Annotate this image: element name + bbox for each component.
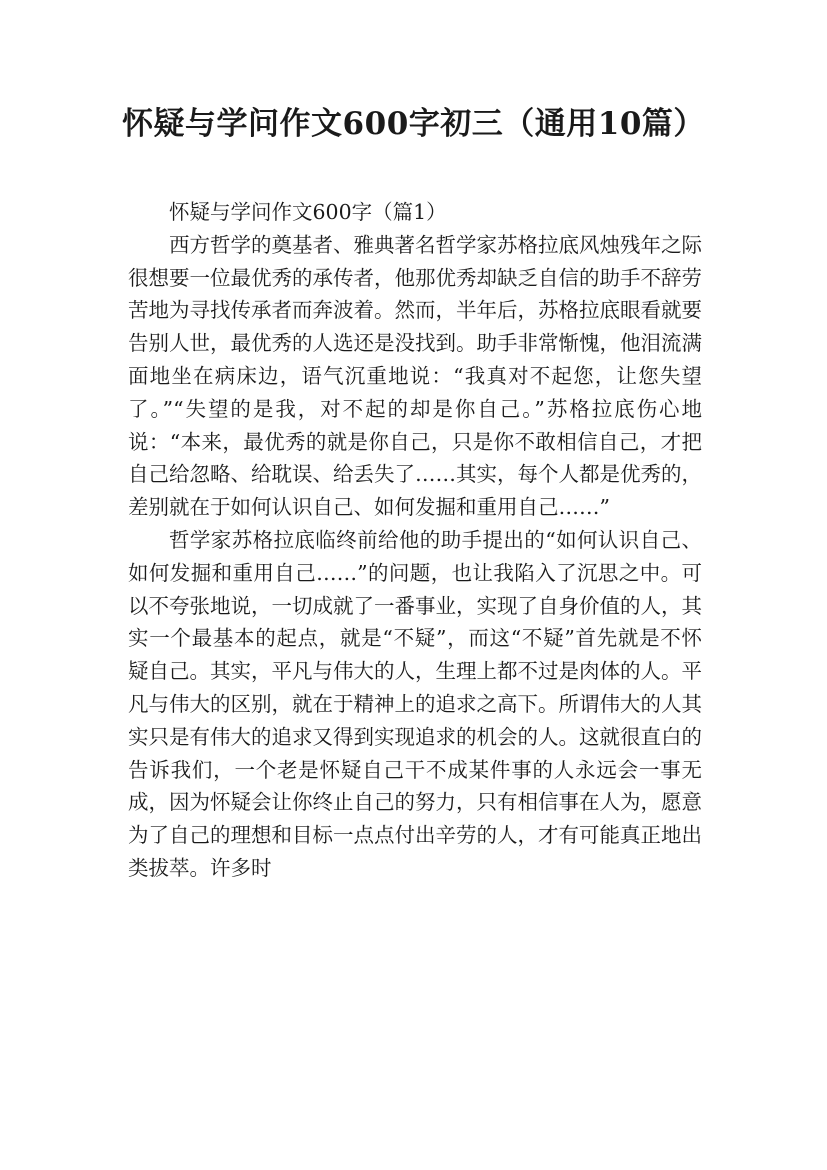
document-body xyxy=(128,196,702,885)
paragraph-1: 西方哲学的奠基者、雅典著名哲学家苏格拉底风烛残年之际很想要一位最优秀的承传者，他那优秀却缺乏自信的助手不辞劳苦地为寻找传承者而奔波着。然而，半年后，苏格拉底眼看就要告别人世，最优秀的人选还是没找到。助手非常惭愧，他泪流满面地坐在病床边，语气沉重地说：“我真对不起您，让您失望了。”“失望的是我，对不起的却是你自己。”苏格拉底伤心地说：“本来，最优秀的就是你自己，只是你不敢相信自己，才把自己给忽略、给耽误、给丢失了……其实，每个人都是优秀的，差别就在于如何认识自己、如何发掘和重用自己……” xyxy=(128,232,702,520)
document-title: 怀疑与学问作文600字初三（通用10篇） xyxy=(122,106,705,142)
section-heading: 怀疑与学问作文600字（篇1） xyxy=(169,200,447,224)
paragraph-2: 哲学家苏格拉底临终前给他的助手提出的“如何认识自己、如何发掘和重用自己……”的问题，也让我陷入了沉思之中。可以不夸张地说，一切成就了一番事业，实现了自身价值的人，其实一个最基本的起点，就是“不疑”，而这“不疑”首先就是不怀疑自己。其实，平凡与伟大的人，生理上都不过是肉体的人。平凡与伟大的区别，就在于精神上的追求之高下。所谓伟大的人其实只是有伟大的追求又得到实现追求的机会的人。这就很直白的告诉我们，一个老是怀疑自己干不成某件事的人永远会一事无成，因为怀疑会让你终止自己的努力，只有相信事在人为，愿意为了自己的理想和目标一点点付出辛劳的人，才有可能真正地出类拔萃。许多时 xyxy=(128,527,702,880)
